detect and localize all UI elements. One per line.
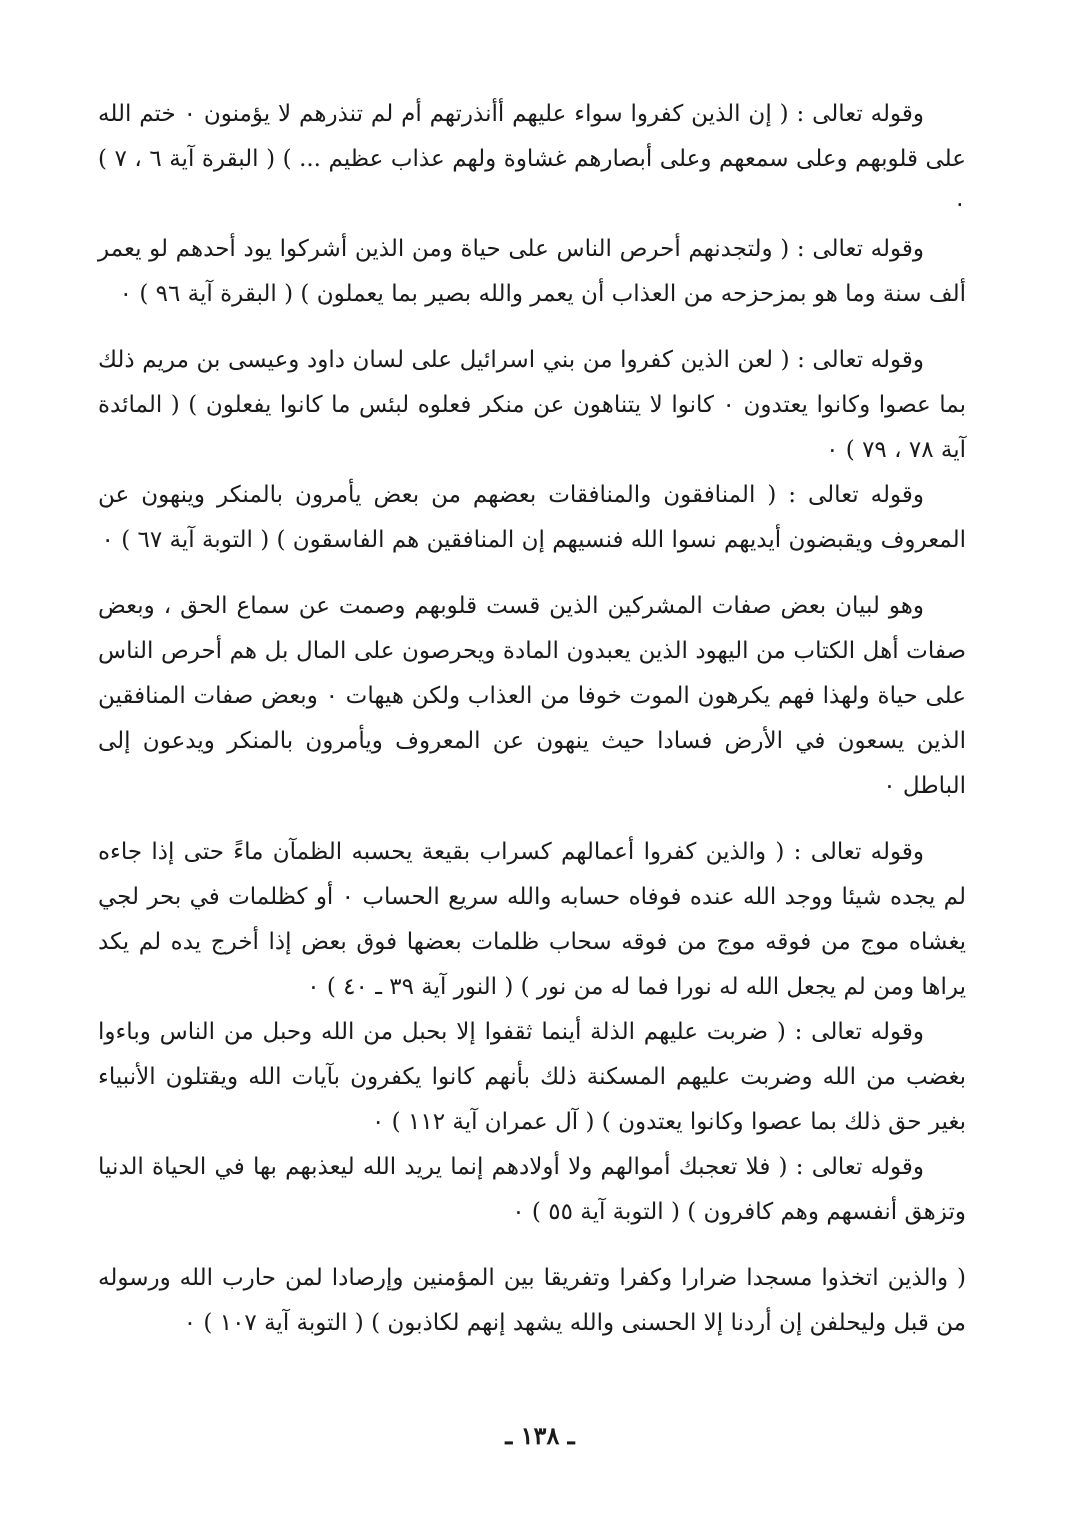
paragraph-nur-39-40: وقوله تعالى : ( والذين كفروا أعمالهم كسراب بقيعة يحسبه الظمآن ماءً حتى إذا جاءه لم يجده شيئا ووجد الله عنده فوفاه حسابه والله سريع الحساب ٠ أو كظلمات في بحر لجي يغشاه موج من فوقه موج من فوقه سحاب ظلمات بعضها فوق بعض إذا أخرج يده لم يكد يراها ومن لم يجعل الله له نورا فما له من نور ) ( النور آية ٣٩ ـ ٤٠ ) ٠ [98,839,966,1000]
paragraph-tawba-67: وقوله تعالى : ( المنافقون والمنافقات بعضهم من بعض يأمرون بالمنكر وينهون عن المعروف ويقبضون أيديهم نسوا الله فنسيهم إن المنافقين هم الفاسقون ) ( التوبة آية ٦٧ ) ٠ [98,482,966,553]
paragraph-tawba-107: ( والذين اتخذوا مسجدا ضرارا وكفرا وتفريقا بين المؤمنين وإرصادا لمن حارب الله ورسوله من قبل وليحلفن إن أردنا إلا الحسنى والله يشهد إنهم لكاذبون ) ( التوبة آية ١٠٧ ) ٠ [98,1265,966,1336]
paragraph-maida-78-79: وقوله تعالى : ( لعن الذين كفروا من بني اسرائيل على لسان داود وعيسى بن مريم ذلك بما عصوا وكانوا يعتدون ٠ كانوا لا يتناهون عن منكر فعلوه لبئس ما كانوا يفعلون ) ( المائدة آية ٧٨ ، ٧٩ ) ٠ [98,347,966,463]
paragraph-al-imran-112: وقوله تعالى : ( ضربت عليهم الذلة أينما ثقفوا إلا بحبل من الله وحبل من الناس وباءوا بغضب من الله وضربت عليهم المسكنة ذلك بأنهم كانوا يكفرون بآيات الله ويقتلون الأنبياء بغير حق ذلك بما عصوا وكانوا يعتدون ) ( آل عمران آية ١١٢ ) ٠ [98,1019,966,1135]
paragraph-baqara-6-7: وقوله تعالى : ( إن الذين كفروا سواء عليهم أأنذرتهم أم لم تنذرهم لا يؤمنون ٠ ختم الله على قلوبهم وعلى سمعهم وعلى أبصارهم غشاوة ولهم عذاب عظيم ... ) ( البقرة آية ٦ ، ٧ ) ٠ [98,101,966,217]
page-number: ـ ١٣٨ ـ [505,1421,575,1450]
paragraph-baqara-96: وقوله تعالى : ( ولتجدنهم أحرص الناس على حياة ومن الذين أشركوا يود أحدهم لو يعمر ألف سنة وما هو بمزحزحه من العذاب أن يعمر والله بصير بما يعملون ) ( البقرة آية ٩٦ ) ٠ [98,236,966,307]
paragraph-tawba-55: وقوله تعالى : ( فلا تعجبك أموالهم ولا أولادهم إنما يريد الله ليعذبهم بها في الحياة الدنيا وتزهق أنفسهم وهم كافرون ) ( التوبة آية ٥٥ ) ٠ [98,1154,966,1225]
body-text [98,92,966,1346]
paragraph-commentary: وهو لبيان بعض صفات المشركين الذين قست قلوبهم وصمت عن سماع الحق ، وبعض صفات أهل الكتاب من اليهود الذين يعبدون المادة ويحرصون على المال بل هم أحرص الناس على حياة ولهذا فهم يكرهون الموت خوفا من العذاب ولكن هيهات ٠ وبعض صفات المنافقين الذين يسعون في الأرض فسادا حيث ينهون عن المعروف ويأمرون بالمنكر ويدعون إلى الباطل ٠ [98,593,966,799]
